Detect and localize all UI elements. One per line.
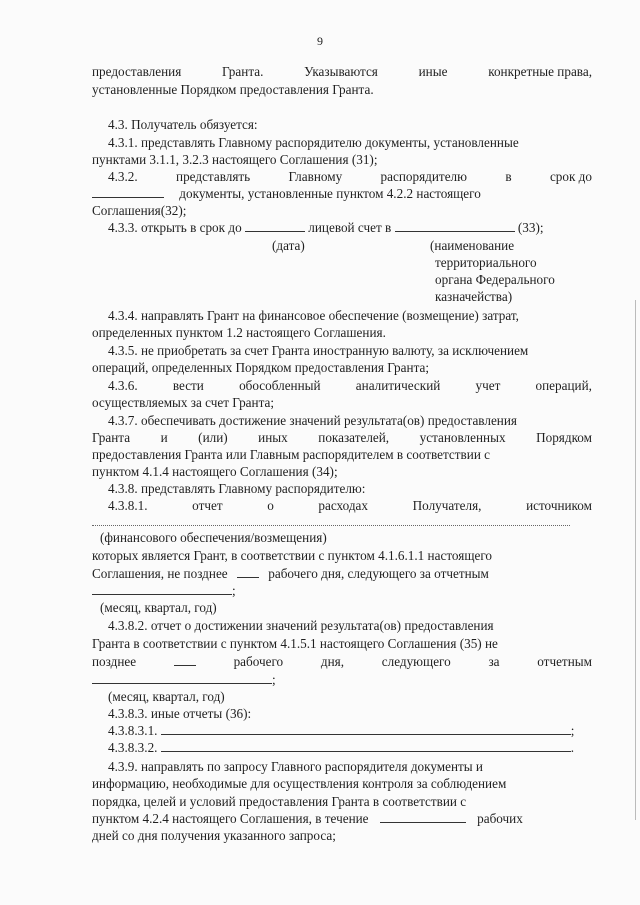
word: 4.3.2. [108,169,138,184]
word: конкретные права, [488,64,592,79]
paragraph-line: порядка, целей и условий предоставления Гранта в соответствии с [92,794,467,809]
semicolon: ; [570,723,575,738]
word: в [505,169,512,184]
period-blank [92,583,232,595]
org-caption-1: (наименование [430,238,515,253]
paragraph-line [108,723,592,739]
paragraph-line [92,186,592,202]
word: о [267,498,274,513]
paragraph-line [92,654,592,670]
paragraph-line: которых является Грант, в соответствии с пунктом 4.1.6.1.1 настоящего [92,548,492,563]
word: представлять [176,169,251,184]
word: иных [258,430,288,445]
word: обособленный [239,378,321,393]
blank-underline [161,740,571,752]
word: предоставления [92,64,182,79]
paragraph-line [92,672,592,688]
org-caption-4: казначейства) [435,289,513,304]
word: источником [526,498,592,513]
paragraph-line [108,169,592,185]
paragraph-line [92,430,592,446]
paragraph-line: 4.3.8.2. отчет о достижении значений результата(ов) предоставления [108,618,494,633]
days-blank [237,566,259,578]
paragraph-line: 4.3.1. представлять Главному распорядителю документы, установленные [108,135,519,150]
line-text: Соглашения, не позднее [92,566,228,581]
word: Указываются [304,64,378,79]
word: Гранта. [222,64,264,79]
line-text: 4.3.3. открыть в срок до [108,220,242,235]
paragraph-line: пунктом 4.1.4 настоящего Соглашения (34); [92,464,338,479]
caption: (месяц, квартал, год) [100,600,217,615]
period-blank [92,672,272,684]
word: позднее [92,654,137,669]
word: (или) [198,430,228,445]
semicolon: ; [232,583,236,598]
paragraph-line: определенных пунктом 1.2 настоящего Соглашения. [92,325,386,340]
period-mark: . [570,740,575,755]
word: за [488,654,500,669]
date-caption: (дата) [272,238,305,253]
word: 4.3.8.1. [108,498,148,513]
caption: (месяц, квартал, год) [108,689,225,704]
paragraph-line: Соглашения(32); [92,203,187,218]
line-text: 4.3.8.3.1. [108,723,158,738]
paragraph-line: Гранта в соответствии с пунктом 4.1.5.1 настоящего Соглашения (35) не [92,636,498,651]
paragraph-line: пунктами 3.1.1, 3.2.3 настоящего Соглашения (31); [92,152,378,167]
paragraph-line: информацию, необходимые для осуществления контроля за соблюдением [92,776,507,791]
paragraph-line [108,378,592,394]
paragraph-line [108,498,592,514]
line-text: (33); [517,220,544,235]
blank-underline [92,186,164,198]
word: Гранта [92,430,131,445]
days-blank [174,654,196,666]
semicolon: ; [272,672,276,687]
paragraph-line [92,566,592,582]
paragraph-line: 4.3.5. не приобретать за счет Гранта иностранную валюту, за исключением [108,343,529,358]
word: 4.3.6. [108,378,138,393]
paragraph-line: установленные Порядком предоставления Гранта. [92,82,374,97]
paragraph-line: 4.3.7. обеспечивать достижение значений результата(ов) предоставления [108,413,517,428]
blank-line [92,525,570,526]
scan-edge [635,300,636,820]
paragraph-line [92,64,592,80]
word: отчет [192,498,223,513]
word: срок до [549,169,592,184]
paragraph-line: 4.3.8.3. иные отчеты (36): [108,706,252,721]
word: вести [172,378,204,393]
line-text: рабочего дня, следующего за отчетным [268,566,489,581]
word: отчетным [537,654,592,669]
paragraph-line [92,811,592,827]
days-blank [380,811,466,823]
paragraph-line: предоставления Гранта или Главным распорядителем в соответствии с [92,447,491,462]
paragraph-line [108,740,592,756]
word: дня, [320,654,345,669]
page-number: 9 [317,34,323,48]
paragraph-line: осуществляемых за счет Гранта; [92,395,275,410]
line-text: лицевой счет в [308,220,392,235]
word: рабочего [233,654,284,669]
word: операций, [535,378,592,393]
line-text: рабочих [477,811,523,826]
paragraph-line: 4.3.4. направлять Грант на финансовое обеспечение (возмещение) затрат, [108,308,519,323]
line-text: документы, установленные пунктом 4.2.2 настоящего [179,186,481,201]
word: следующего [381,654,451,669]
word: Порядком [536,430,592,445]
blank-underline [161,723,571,735]
paragraph-line [92,583,592,599]
line-text: 4.3.8.3.2. [108,740,158,755]
word: показателей, [318,430,390,445]
word: установленных [419,430,506,445]
word: Главному [288,169,343,184]
word: распорядителю [380,169,467,184]
word: аналитический [355,378,441,393]
section-heading: 4.3. Получатель обязуется: [108,117,258,132]
paragraph-line [108,220,592,236]
word: расходах [318,498,369,513]
paragraph-line: операций, определенных Порядком предоставления Гранта; [92,360,430,375]
line-text: пунктом 4.2.4 настоящего Соглашения, в течение [92,811,369,826]
word: иные [418,64,448,79]
caption: (финансового обеспечения/возмещения) [100,530,327,545]
paragraph-line: 4.3.9. направлять по запросу Главного распорядителя документы и [108,759,483,774]
word: и [160,430,168,445]
paragraph-line: дней со дня получения указанного запроса; [92,828,336,843]
org-caption-3: органа Федерального [435,272,555,287]
org-caption-2: территориального [435,255,537,270]
account-blank [395,220,515,232]
paragraph-line: 4.3.8. представлять Главному распорядителю: [108,481,366,496]
word: учет [475,378,501,393]
word: Получателя, [412,498,482,513]
date-blank [245,220,305,232]
